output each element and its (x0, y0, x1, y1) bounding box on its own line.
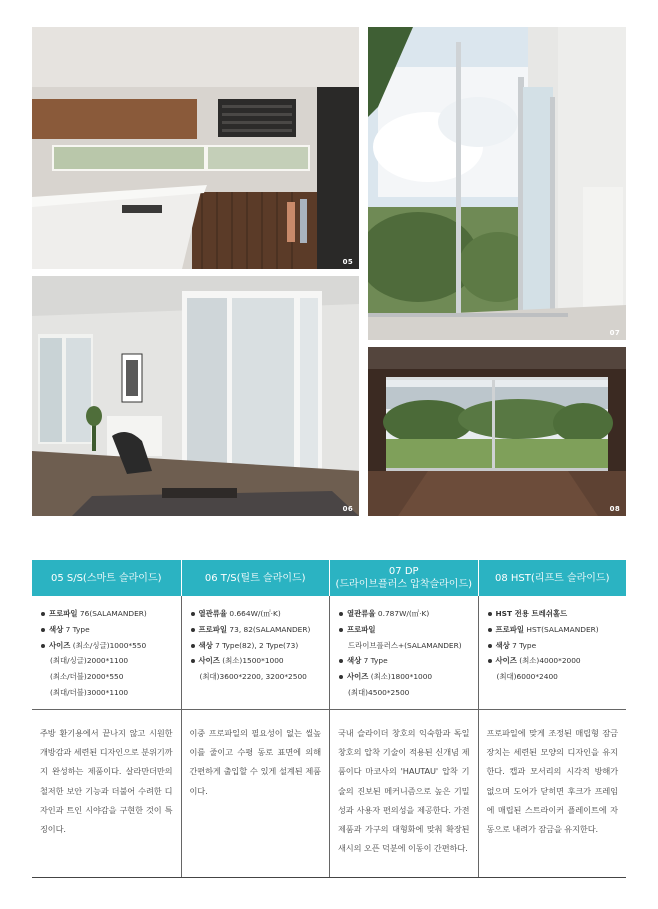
spec-cell-05 (32, 596, 181, 709)
photo-08-garden-view (368, 347, 626, 516)
spec-cell-08 (478, 596, 627, 709)
bullet-icon (488, 628, 492, 632)
bullet-icon (339, 675, 343, 679)
description-text: 주방 환기용에서 끝나지 않고 시원한 개방감과 세련된 디자인으로 분위기까지 완성하는 제품이다. 살라만더만의 철저한 보안 기능과 더불어 수려한 디자인과 트인 시야감을 구현한 것이 특징이다. (40, 728, 173, 835)
photo-05-kitchen (32, 27, 359, 269)
spec-item: HST 전용 트레쉬홀드 (488, 606, 621, 622)
spec-item: (최대)3600*2200, 3200*2500 (199, 672, 307, 682)
spec-item: 사이즈 (최소)4000*2000 (488, 653, 621, 669)
spec-item: (최대/싱글)2000*1100 (50, 656, 129, 666)
spec-item: 색상 7 Type (41, 622, 175, 638)
spec-item: (최대)6000*2400 (496, 672, 558, 682)
spec-item: 프로파일 HST(SALAMANDER) (488, 622, 621, 638)
spec-table (32, 560, 626, 878)
spec-item: 색상 7 Type (339, 653, 472, 669)
desc-cell-05 (32, 710, 181, 877)
desc-cell-07 (329, 710, 478, 877)
bullet-icon (339, 628, 343, 632)
description-text: 국내 슬라이더 창호의 익숙함과 독일 창호의 압착 기술이 적용된 신개념 제품이다 마코사의 'HAUTAU' 압착 기술의 진보된 메커니즘으로 높은 기밀성과 사용자 편의성을 제공한다. 가전제품과 가구의 대형화에 맞춰 확장된 새시의 오픈 덕분에 이동이 간편하다. (338, 728, 470, 854)
header-05: 05 S/S(스마트 슬라이드) (50, 572, 162, 584)
photo-06-living-room (32, 276, 359, 516)
bullet-icon (339, 659, 343, 663)
bullet-icon (191, 659, 195, 663)
spec-item: 프로파일 (339, 622, 472, 638)
table-header-row (32, 560, 626, 596)
photo-label: 06 (342, 505, 353, 513)
photo-label: 05 (342, 258, 353, 266)
spec-cell-07 (329, 596, 478, 709)
bullet-icon (191, 612, 195, 616)
table-spec-row (32, 596, 626, 710)
bullet-icon (191, 644, 195, 648)
spec-item: (최대/더블)3000*1100 (50, 687, 129, 697)
bullet-icon (488, 659, 492, 663)
desc-cell-06 (181, 710, 330, 877)
bullet-icon (488, 612, 492, 616)
spec-item: 프로파일 73, 82(SALAMANDER) (191, 622, 324, 638)
bullet-icon (488, 644, 492, 648)
bullet-icon (41, 612, 45, 616)
bullet-icon (191, 628, 195, 632)
spec-item: 프로파일 76(SALAMANDER) (41, 606, 175, 622)
table-description-row (32, 710, 626, 877)
spec-item: 색상 7 Type (488, 638, 621, 654)
bullet-icon (41, 628, 45, 632)
description-text: 이중 프로파일의 필요성이 없는 씰높이를 줄이고 수평 동로 표면에 의해 간편하게 출입할 수 있게 설계된 제품이다. (189, 728, 321, 796)
spec-item: 드라이브플러스+(SALAMANDER) (348, 640, 462, 650)
header-06: 06 T/S(틸트 슬라이드) (181, 560, 330, 596)
bullet-icon (339, 612, 343, 616)
description-text: 프로파일에 맞게 조정된 매립형 잠금장치는 세련된 모양의 디자인을 유지한다. 캡과 모서리의 시각적 방해가 없으며 도어가 닫히면 후크가 프레임에 매립된 스트라이커 플레이트에 자동으로 내려가 잠금을 유지한다. (486, 728, 618, 835)
bullet-icon (41, 644, 45, 648)
spec-item: 색상 7 Type(82), 2 Type(73) (191, 638, 324, 654)
corner-window-illustration (368, 27, 626, 340)
living-room-illustration (32, 276, 359, 516)
photo-label: 08 (609, 505, 620, 513)
photo-07-corner-window (368, 27, 626, 340)
spec-item: 사이즈 (최소)1500*1000 (191, 653, 324, 669)
header-07: 07 DP (드라이브플러스 압착슬라이드) (329, 560, 478, 596)
spec-item: (최소/더블)2000*550 (50, 672, 124, 682)
spec-item: 열관류율 0.787W/(㎡·K) (339, 606, 472, 622)
garden-view-illustration (368, 347, 626, 516)
spec-item: (최대)4500*2500 (348, 687, 410, 697)
spec-item: 사이즈 (최소)1800*1000 (339, 669, 472, 685)
desc-cell-08 (478, 710, 627, 877)
photo-label: 07 (609, 329, 620, 337)
spec-item: 열관류율 0.664W/(㎡·K) (191, 606, 324, 622)
spec-cell-06 (181, 596, 330, 709)
header-08: 08 HST(리프트 슬라이드) (478, 560, 627, 596)
spec-item: 사이즈 (최소/싱글)1000*550 (41, 638, 175, 654)
kitchen-illustration (32, 27, 359, 269)
